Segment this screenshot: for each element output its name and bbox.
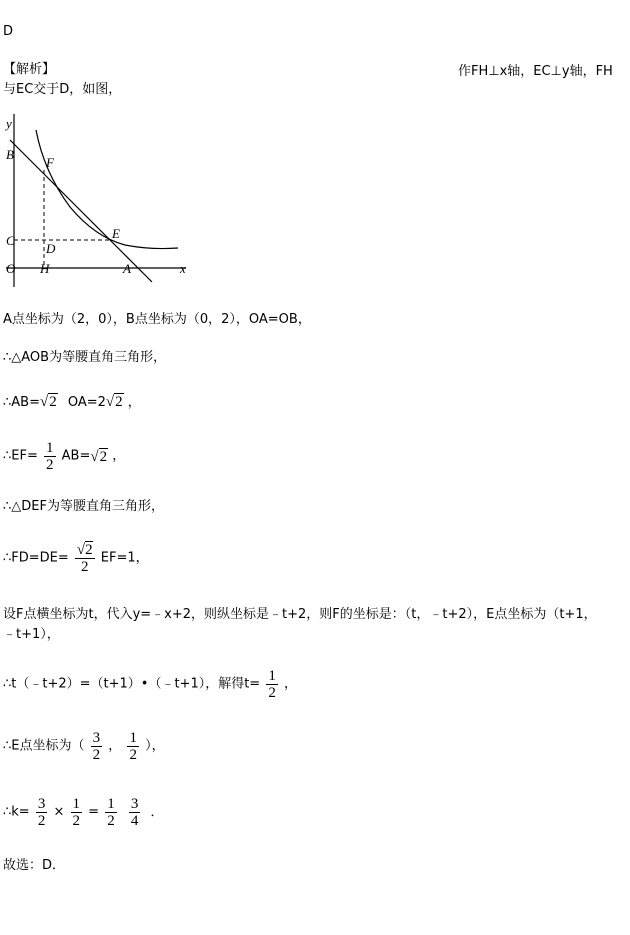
separator: ， [108, 738, 122, 754]
geometry-figure [0, 112, 200, 292]
period: ． [150, 804, 164, 820]
line-aob-isosceles: ∴△AOB为等腰直角三角形， [3, 350, 167, 365]
fraction-1-2-k: $\frac{1}{2}$ [72, 796, 81, 829]
label-D: D [46, 241, 56, 256]
comma: ， [127, 395, 141, 410]
answer-letter: D [3, 24, 14, 39]
sqrt-2-a: √2 [39, 394, 57, 410]
fraction-1-2-k2: $\frac{1}{2}$ [107, 796, 115, 829]
times: × [53, 804, 65, 820]
fraction-3-2-k: $\frac{3}{2}$ [37, 796, 46, 829]
line-a-b-coordinates: A点坐标为（2，0），B点坐标为（0，2），OA=OB， [3, 312, 311, 327]
ab-equals: AB= [61, 448, 91, 464]
line-ab-length [3, 394, 141, 411]
label-A: A [123, 261, 131, 276]
line-set-f: 设F点横坐标为t，代入y=﹣x+2，则纵坐标是﹣t+2，则F的坐标是：（t，﹣t+2），E点坐标为（t+1， [3, 607, 597, 622]
equals: = [88, 804, 100, 820]
fd-de-prefix: ∴FD=DE= [3, 550, 69, 566]
line-answer: 故选：D． [3, 858, 66, 873]
label-F: F [46, 155, 54, 170]
hyperbola-curve [36, 130, 178, 249]
e-prefix: ∴E点坐标为（ [3, 738, 85, 754]
sqrt-2-b: √2 [105, 394, 123, 410]
label-O: O [6, 261, 16, 276]
label-C: C [6, 233, 15, 248]
solve-equation: ∴t（﹣t+2）=（t+1）•（﹣t+1），解得t= [3, 676, 261, 692]
fraction-3-2: $\frac{3}{2}$ [92, 730, 101, 763]
analysis-construction-text-2: 与EC交于D，如图， [3, 82, 122, 97]
ef-prefix: ∴EF= [3, 448, 38, 464]
line-ef-length [3, 440, 125, 476]
fraction-3-4: $\frac{3}{4}$ [130, 796, 139, 829]
comma-2: ， [112, 448, 126, 464]
analysis-construction-text: 作FH⊥x轴，EC⊥y轴，FH [458, 64, 613, 79]
fraction-t: $\frac{1}{2}$ [268, 668, 276, 701]
line-set-f-cont: ﹣t+1）， [3, 627, 60, 642]
label-B: B [6, 147, 14, 162]
oa-prefix: OA=2 [67, 395, 106, 410]
line-def-isosceles: ∴△DEF为等腰直角三角形， [3, 499, 164, 514]
label-E: E [112, 226, 120, 241]
fraction-1-2-b: $\frac{1}{2}$ [129, 730, 137, 763]
ef-equals-1: EF=1， [100, 550, 149, 566]
line-e-coordinates [3, 730, 165, 770]
fraction-1-2: $\frac{1}{2}$ [46, 440, 54, 473]
line-solve-t [3, 668, 297, 708]
k-prefix: ∴k= [3, 804, 30, 820]
analysis-tag: 【解析】 [3, 62, 56, 77]
label-y: y [6, 116, 12, 131]
label-H: H [40, 261, 50, 276]
label-x: x [180, 261, 186, 276]
ab-prefix: ∴AB= [3, 395, 40, 410]
sqrt-2-c: √2 [90, 448, 108, 465]
comma-3: ， [283, 676, 297, 692]
line-fd-de [3, 542, 149, 582]
fraction-sqrt2-2: $\frac{√2}{2}$ [76, 542, 93, 575]
close-paren: ）， [145, 738, 165, 754]
line-k-value [3, 796, 164, 836]
